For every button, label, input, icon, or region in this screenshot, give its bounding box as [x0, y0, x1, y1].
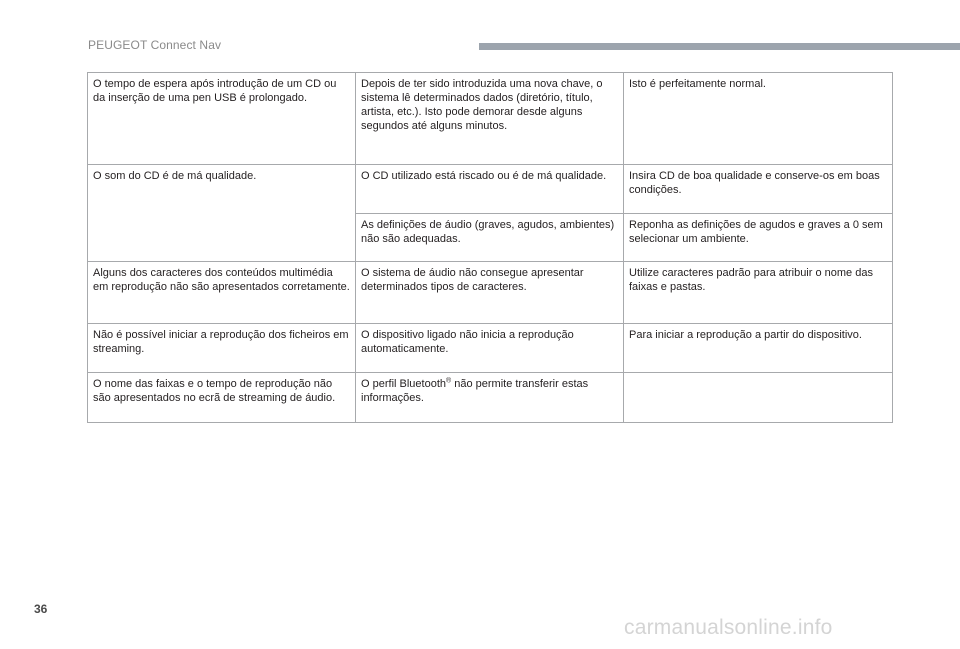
cause-cell — [356, 373, 624, 423]
cause-text: O perfil Bluetooth — [361, 378, 446, 390]
solution-cell: Utilize caracteres padrão para atribuir o nome das faixas e pastas. — [624, 262, 893, 324]
problem-cell — [88, 214, 356, 262]
document-title: PEUGEOT Connect Nav — [88, 38, 222, 52]
troubleshooting-table — [87, 72, 893, 423]
problem-cell: O nome das faixas e o tempo de reprodução não são apresentados no ecrã de streaming de áudio. — [88, 373, 356, 423]
table-row — [88, 73, 893, 165]
problem-cell: Alguns dos caracteres dos conteúdos multimédia em reprodução não são apresentados corretamente. — [88, 262, 356, 324]
table-row — [88, 373, 893, 423]
problem-cell: O som do CD é de má qualidade. — [88, 165, 356, 214]
table-row — [88, 165, 893, 214]
cause-cell: O sistema de áudio não consegue apresentar determinados tipos de caracteres. — [356, 262, 624, 324]
table-row — [88, 214, 893, 262]
table-row — [88, 262, 893, 324]
problem-cell: Não é possível iniciar a reprodução dos ficheiros em streaming. — [88, 324, 356, 373]
header-bar — [479, 43, 960, 50]
cause-cell: Depois de ter sido introduzida uma nova chave, o sistema lê determinados dados (diretório, título, artista, etc.). Isto pode demorar desde alguns segundos até alguns minutos. — [356, 73, 624, 165]
cause-cell: O CD utilizado está riscado ou é de má qualidade. — [356, 165, 624, 214]
solution-cell: Insira CD de boa qualidade e conserve-os em boas condições. — [624, 165, 893, 214]
watermark: carmanualsonline.info — [624, 616, 833, 639]
solution-cell: Para iniciar a reprodução a partir do dispositivo. — [624, 324, 893, 373]
page-number: 36 — [34, 602, 48, 616]
solution-cell: Isto é perfeitamente normal. — [624, 73, 893, 165]
cause-cell: As definições de áudio (graves, agudos, ambientes) não são adequadas. — [356, 214, 624, 262]
cause-text: não permite transferir estas informações. — [361, 378, 589, 404]
problem-cell: O tempo de espera após introdução de um CD ou da inserção de uma pen USB é prolongado. — [88, 73, 356, 165]
solution-cell — [624, 373, 893, 423]
solution-cell: Reponha as definições de agudos e graves a 0 sem selecionar um ambiente. — [624, 214, 893, 262]
table-row — [88, 324, 893, 373]
registered-mark: ® — [446, 377, 452, 385]
cause-cell: O dispositivo ligado não inicia a reprodução automaticamente. — [356, 324, 624, 373]
